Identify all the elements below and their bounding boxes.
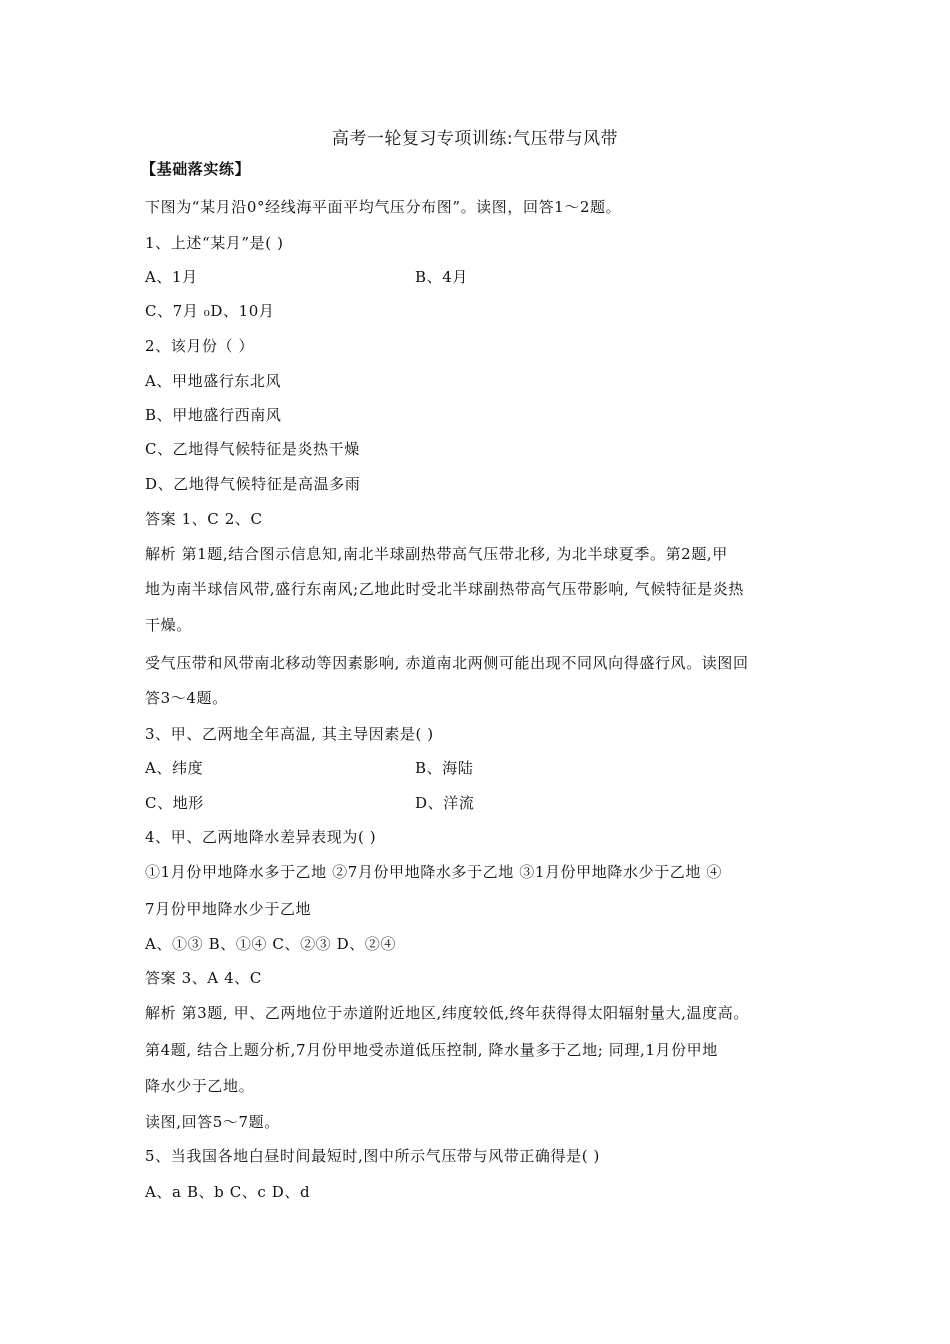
explanation-1-line-3: 干燥。	[145, 616, 192, 634]
question-4-items-line-2: 7月份甲地降水少于乙地	[145, 900, 312, 918]
explanation-1-line-1: 解析 第1题,结合图示信息知,南北半球副热带高气压带北移, 为北半球夏季。第2题,甲	[145, 545, 728, 563]
question-1-option-a: A、1月	[145, 268, 198, 286]
explanation-1-line-2: 地为南半球信风带,盛行东南风;乙地此时受北半球副热带高气压带影响, 气候特征是炎热	[145, 580, 744, 598]
question-1-stem: 1、上述“某月”是( )	[145, 234, 284, 252]
intro-paragraph-1: 下图为“某月沿0°经线海平面平均气压分布图”。读图，回答1～2题。	[145, 198, 622, 216]
question-1-option-row	[145, 266, 468, 287]
intro-paragraph-2-line-1: 受气压带和风带南北移动等因素影响, 赤道南北两侧可能出现不同风向得盛行风。读图回	[145, 654, 749, 672]
answer-block-2: 答案 3、A 4、C	[145, 969, 262, 987]
answer-block-1: 答案 1、C 2、C	[145, 510, 263, 528]
explanation-2-line-2: 第4题, 结合上题分析,7月份甲地受赤道低压控制, 降水量多于乙地; 同理,1月份甲地	[145, 1041, 718, 1059]
question-2-option-d: D、乙地得气候特征是高温多雨	[145, 475, 361, 493]
question-5-stem: 5、当我国各地白昼时间最短时,图中所示气压带与风带正确得是( )	[145, 1147, 600, 1165]
question-3-option-row-1	[145, 757, 474, 778]
question-3-stem: 3、甲、乙两地全年高温, 其主导因素是( )	[145, 725, 434, 743]
question-3-option-row-2	[145, 792, 475, 813]
question-3-option-d: D、洋流	[415, 794, 475, 812]
explanation-2-line-3: 降水少于乙地。	[145, 1077, 255, 1095]
section-heading: 【基础落实练】	[141, 160, 251, 178]
question-4-items-line-1: ①1月份甲地降水多于乙地 ②7月份甲地降水多于乙地 ③1月份甲地降水少于乙地 ④	[145, 863, 722, 881]
intro-paragraph-2-line-2: 答3～4题。	[145, 689, 228, 707]
question-5-options: A、a B、b C、c D、d	[145, 1183, 311, 1201]
question-3-option-b: B、海陆	[415, 759, 474, 777]
explanation-2-line-1: 解析 第3题, 甲、乙两地位于赤道附近地区,纬度较低,终年获得得太阳辐射量大,温度高。	[145, 1004, 749, 1022]
intro-paragraph-3: 读图,回答5～7题。	[145, 1113, 280, 1131]
question-3-option-c: C、地形	[145, 794, 204, 812]
question-3-option-a: A、纬度	[145, 759, 204, 777]
question-2-option-c: C、乙地得气候特征是炎热干燥	[145, 440, 360, 458]
question-1-option-cd: C、7月 ₀D、10月	[145, 302, 275, 320]
question-2-option-a: A、甲地盛行东北风	[145, 372, 282, 390]
question-4-options: A、①③ B、①④ C、②③ D、②④	[145, 935, 397, 953]
question-1-option-b: B、4月	[415, 268, 468, 286]
document-title: 高考一轮复习专项训练:气压带与风带	[331, 129, 619, 149]
question-4-stem: 4、甲、乙两地降水差异表现为( )	[145, 828, 377, 846]
question-2-option-b: B、甲地盛行西南风	[145, 406, 282, 424]
question-2-stem: 2、该月份（ ）	[145, 337, 255, 355]
